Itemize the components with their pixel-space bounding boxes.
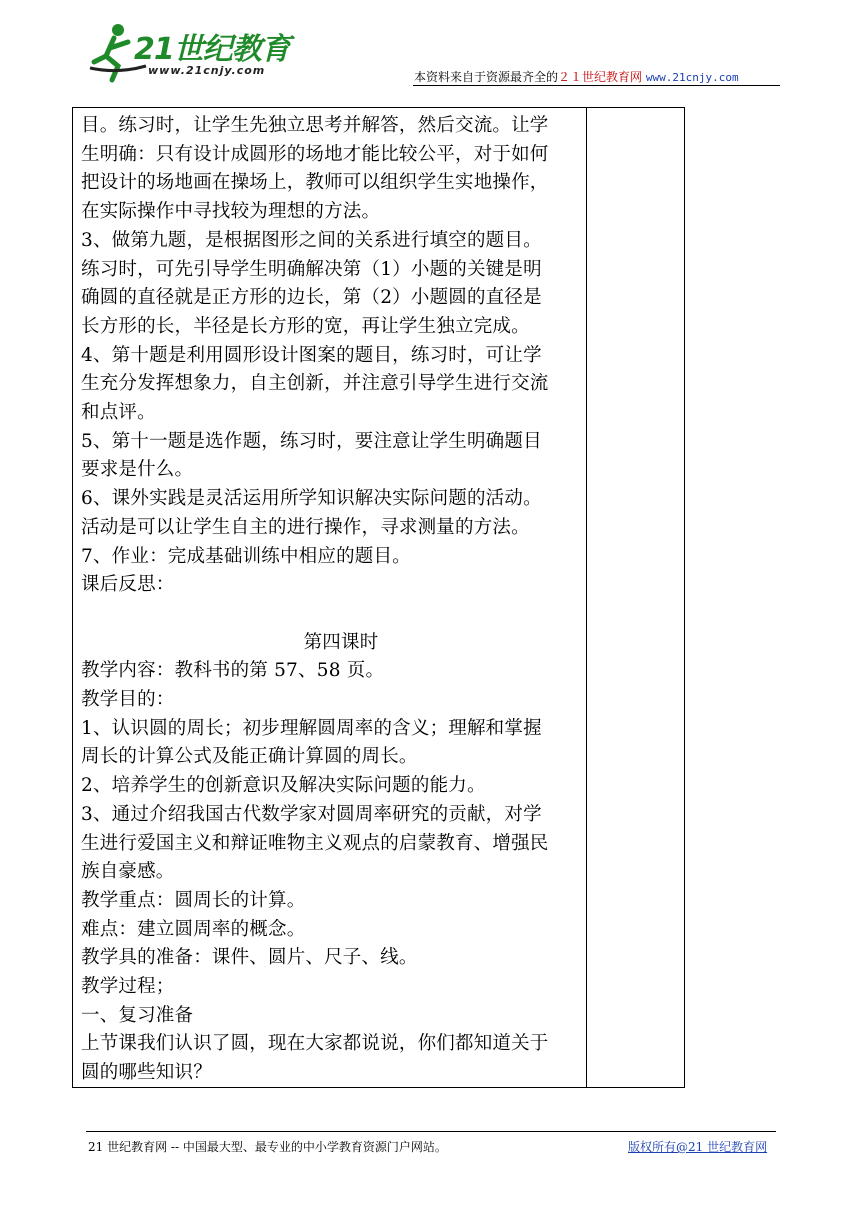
footer-tagline: 21 世纪教育网 -- 中国最大型、最专业的中小学教育资源门户网站。 [88,1140,447,1154]
text-line: 教学内容：教科书的第 57、58 页。 [81,660,385,682]
text-line: 一、复习准备 [81,1004,194,1026]
text-line: 6、课外实践是灵活运用所学知识解决实际问题的活动。 [81,488,542,510]
header-note-prefix: 本资料来自于资源最齐全的 [414,70,559,84]
blank-line [81,600,581,629]
text-line: 教学目的： [81,689,175,711]
text-line: 长方形的长，半径是长方形的宽，再让学生独立完成。 [81,315,530,337]
text-line: 周长的计算公式及能正确计算圆的周长。 [81,746,418,768]
header-rule [413,85,780,86]
text-line: 要求是什么。 [81,459,194,481]
logo-brand-text: 21世纪教育 [134,32,290,67]
text-line: 上节课我们认识了圆，现在大家都说说，你们都知道关于 [81,1033,549,1055]
text-line: 生进行爱国主义和辩证唯物主义观点的启蒙教育、增强民 [81,832,549,854]
text-line: 目。练习时，让学生先独立思考并解答，然后交流。让学 [81,115,549,136]
header-note-brand: ２１世纪教育网 [558,70,643,84]
text-line: 把设计的场地画在操场上，教师可以组织学生实地操作， [81,172,549,194]
text-line: 教学重点：圆周长的计算。 [81,889,306,911]
text-line: 圆的哪些知识？ [81,1062,212,1084]
text-line: 7、作业：完成基础训练中相应的题目。 [81,545,411,567]
section-title: 第四课时 [303,631,379,653]
text-line: 4、第十题是利用圆形设计图案的题目，练习时，可让学 [81,344,542,366]
text-line: 生明确：只有设计成圆形的场地才能比较公平，对于如何 [81,143,549,165]
text-line: 和点评。 [81,402,156,424]
lesson-content [81,112,581,1088]
page-header [0,0,860,100]
text-line: 族自豪感。 [81,861,175,883]
text-line: 在实际操作中寻找较为理想的方法。 [81,201,381,223]
text-line: 3、通过介绍我国古代数学家对圆周率研究的贡献，对学 [81,803,542,825]
text-line: 教学具的准备：课件、圆片、尺子、线。 [81,947,418,969]
text-line: 确圆的直径就是正方形的边长，第（2）小题圆的直径是 [81,287,542,309]
text-line: 5、第十一题是选作题，练习时，要注意让学生明确题目 [81,430,542,452]
text-line: 教学过程； [81,976,175,998]
logo-url-text: www.21cnjy.com [148,64,266,77]
text-line: 课后反思： [81,574,175,596]
text-line: 2、培养学生的创新意识及解决实际问题的能力。 [81,775,486,797]
footer-copyright-link[interactable]: 版权所有@21 世纪教育网 [628,1140,768,1154]
text-line: 生充分发挥想象力，自主创新，并注意引导学生进行交流 [81,373,549,395]
lesson-table [72,107,685,1088]
header-source-note [414,68,739,85]
footer-rule [86,1131,776,1132]
text-line: 1、认识圆的周长；初步理解圆周率的含义；理解和掌握 [81,717,542,739]
text-line: 3、做第九题，是根据图形之间的关系进行填空的题目。 [81,229,542,251]
text-line: 练习时，可先引导学生明确解决第（1）小题的关键是明 [81,258,542,280]
text-line: 难点：建立圆周率的概念。 [81,918,306,940]
text-line: 活动是可以让学生自主的进行操作，寻求测量的方法。 [81,516,530,538]
site-logo[interactable] [88,22,298,84]
header-note-url[interactable]: www.21cnjy.com [645,71,739,84]
column-divider [586,108,587,1087]
